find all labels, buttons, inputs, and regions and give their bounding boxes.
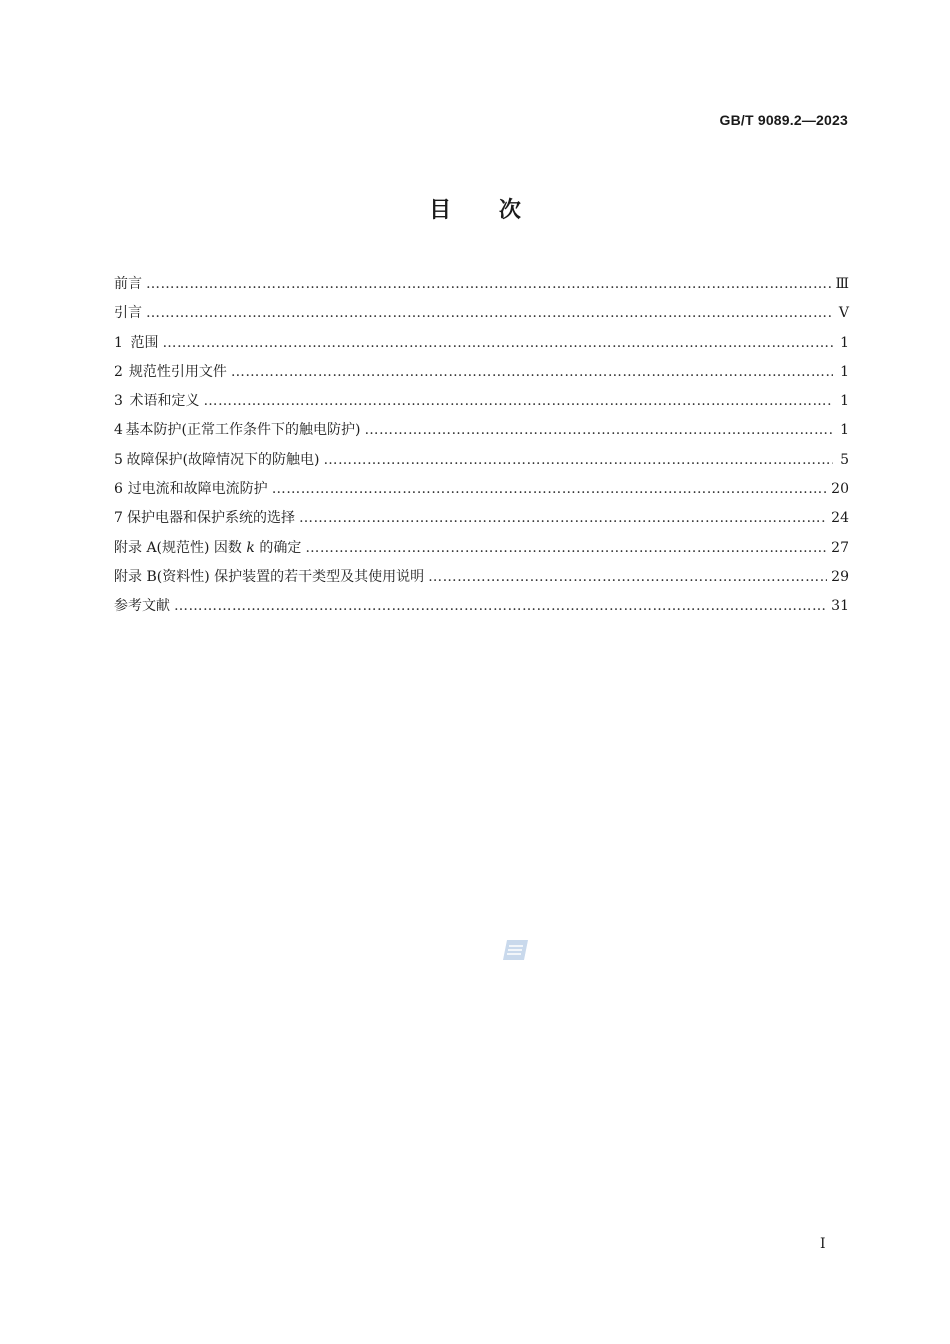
toc-entry-page: Ⅴ [838, 305, 849, 322]
toc-entry-number: 3 [114, 393, 123, 410]
toc-entry-page: 29 [831, 568, 849, 585]
toc-entry-introduction[interactable] [114, 299, 849, 328]
toc-entry-page: 20 [831, 481, 849, 498]
toc-label-prefix: 附录 A(规范性) 因数 [114, 539, 247, 556]
toc-label-suffix: 的确定 [254, 539, 302, 556]
toc-leader-dots [323, 446, 833, 475]
toc-entry-number: 7 [114, 510, 123, 527]
toc-entry-foreword[interactable] [114, 270, 849, 299]
page-title: 目 次 [429, 198, 521, 223]
sac-logo-icon [502, 938, 529, 962]
toc-leader-dots [146, 299, 833, 328]
document-code: GB/T 9089.2—2023 [719, 112, 848, 128]
toc-entry-label: 附录 B(资料性) 保护装置的若干类型及其使用说明 [114, 568, 425, 585]
toc-leader-dots [428, 563, 827, 592]
toc-entry-scope[interactable] [114, 329, 849, 358]
toc-entry-terms-definitions[interactable] [114, 387, 849, 416]
toc-entry-number: 2 [114, 363, 123, 380]
toc-entry-annex-a[interactable] [114, 534, 849, 563]
table-of-contents [114, 270, 849, 622]
toc-leader-dots [305, 534, 827, 563]
toc-entry-label: 术语和定义 [129, 393, 200, 410]
toc-leader-dots [299, 504, 827, 533]
toc-entry-normative-references[interactable] [114, 358, 849, 387]
toc-entry-label [114, 534, 301, 563]
toc-entry-device-selection[interactable] [114, 504, 849, 533]
toc-entry-page: 5 [840, 451, 849, 468]
toc-entry-annex-b[interactable] [114, 563, 849, 592]
toc-entry-page: 1 [840, 363, 849, 380]
toc-entry-page: 1 [840, 334, 849, 351]
toc-entry-page: 24 [831, 510, 849, 527]
toc-entry-page: 27 [831, 539, 849, 556]
factor-symbol: k [246, 539, 255, 556]
page-number: Ⅰ [820, 1236, 826, 1252]
toc-entry-label: 引言 [114, 305, 142, 322]
toc-entry-number: 5 [114, 451, 123, 468]
toc-leader-dots [231, 358, 833, 387]
toc-entry-label: 规范性引用文件 [128, 363, 227, 380]
toc-entry-page: Ⅲ [835, 276, 849, 292]
toc-entry-label: 基本防护(正常工作条件下的触电防护) [125, 422, 361, 439]
toc-leader-dots [204, 387, 834, 416]
toc-entry-label: 保护电器和保护系统的选择 [127, 510, 296, 527]
toc-entry-overcurrent-protection[interactable] [114, 475, 849, 504]
toc-entry-page: 31 [831, 598, 849, 615]
toc-entry-label: 参考文献 [114, 598, 170, 615]
toc-leader-dots [272, 475, 827, 504]
toc-entry-fault-protection[interactable] [114, 446, 849, 475]
toc-leader-dots [174, 592, 827, 621]
toc-entry-number: 4 [114, 422, 123, 439]
toc-entry-label: 故障保护(故障情况下的防触电) [126, 451, 320, 468]
toc-entry-label: 过电流和故障电流防护 [127, 481, 268, 498]
toc-entry-page: 1 [840, 422, 849, 439]
toc-entry-number: 1 [114, 334, 123, 351]
toc-entry-label: 前言 [114, 276, 142, 292]
toc-entry-number: 6 [114, 481, 123, 498]
toc-entry-label: 范围 [130, 334, 159, 351]
toc-leader-dots [364, 416, 833, 445]
toc-entry-bibliography[interactable] [114, 592, 849, 621]
toc-entry-basic-protection[interactable] [114, 416, 849, 445]
toc-leader-dots [163, 329, 833, 358]
toc-leader-dots [146, 270, 831, 299]
toc-entry-page: 1 [840, 393, 849, 410]
